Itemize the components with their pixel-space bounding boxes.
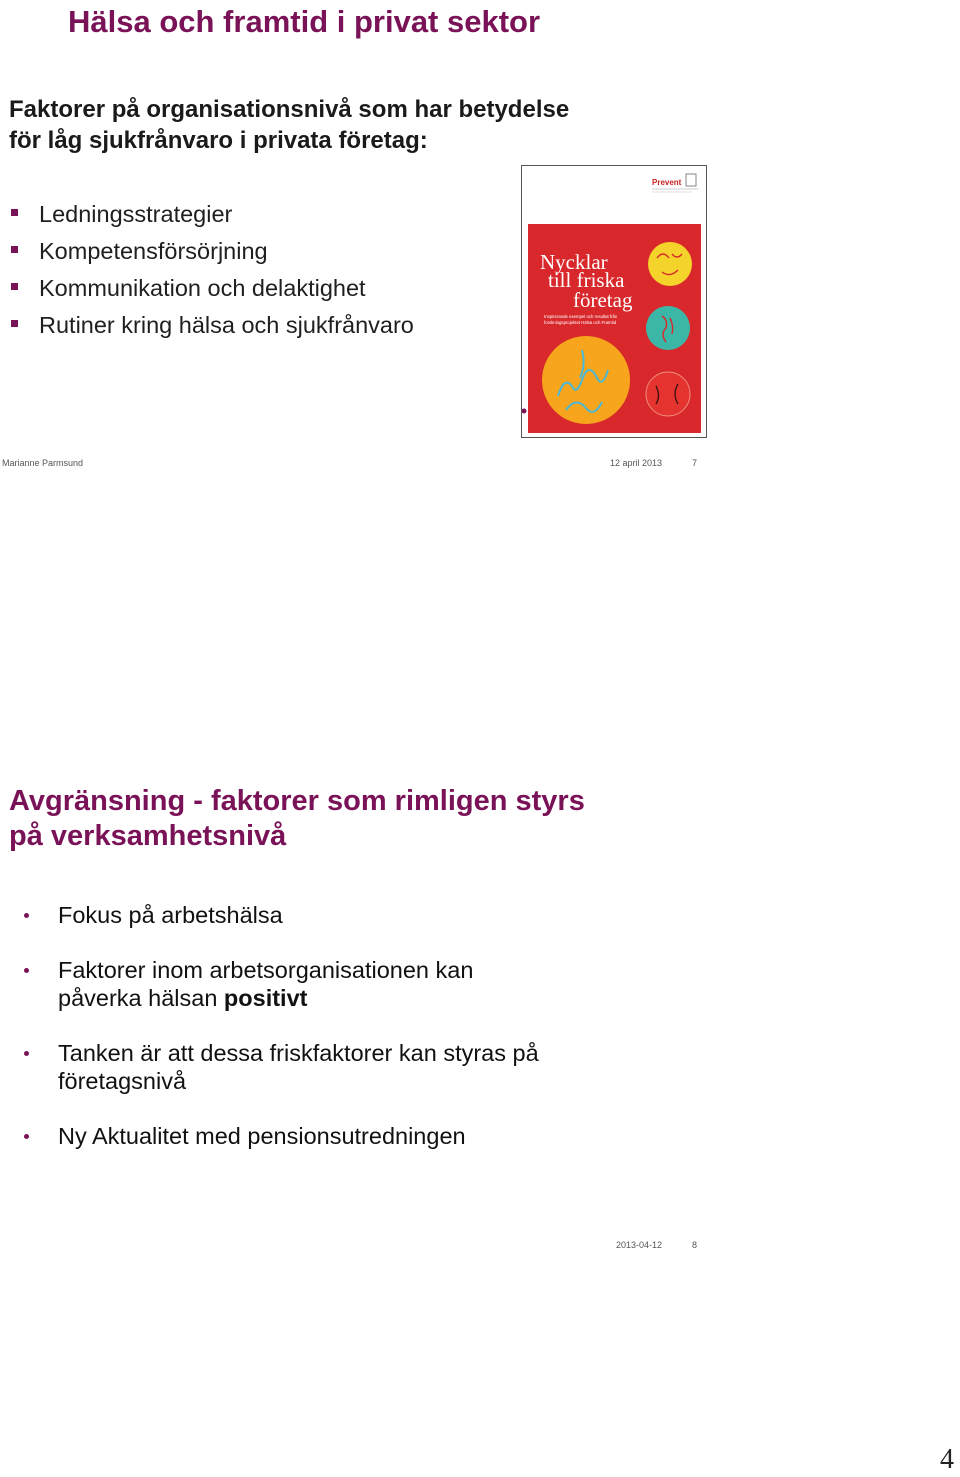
cover-title-line-2: till friska — [548, 268, 625, 292]
square-bullet-icon — [11, 320, 18, 327]
slide-title — [9, 784, 585, 854]
square-bullet-icon — [11, 283, 18, 290]
slide-title: Hälsa och framtid i privat sektor — [68, 4, 541, 39]
slide-footer-page-number: 8 — [692, 1240, 698, 1250]
subtitle-line-2: för låg sjukfrånvaro i privata företag: — [9, 127, 428, 154]
slide-title-line-2: på verksamhetsnivå — [9, 820, 287, 852]
brand-emblem-icon — [686, 174, 696, 186]
factor-list — [10, 196, 414, 344]
square-bullet-icon — [11, 246, 18, 253]
cover-title-line-3: företag — [573, 288, 633, 312]
list-item: Faktorer inom arbetsorganisationen kan påverka hälsan positivt — [0, 956, 720, 1012]
square-bullet-icon — [11, 209, 18, 216]
slide-footer-date: 2013-04-12 — [616, 1240, 663, 1250]
list-item: Tanken är att dessa friskfaktorer kan styras på företagsnivå — [0, 1039, 720, 1095]
list-item: Kommunikation och delaktighet — [10, 270, 414, 307]
slide-footer-date: 12 april 2013 — [610, 458, 663, 468]
slide-title-line-1: Avgränsning - faktorer som rimligen styrs — [9, 785, 585, 817]
cover-title-line-1: Nycklar — [540, 250, 608, 274]
cover-subtitle-line-1: Inspirerande exempel och resultat från — [544, 314, 618, 319]
subtitle-line-1: Faktorer på organisationsnivå som har betydelse — [9, 96, 570, 123]
red-face-circle — [646, 372, 690, 416]
slide-footer-author: Marianne Parmsund — [2, 458, 84, 468]
round-bullet-icon — [24, 1051, 29, 1056]
delimitation-list — [0, 901, 720, 1177]
list-item: Rutiner kring hälsa och sjukfrånvaro — [10, 307, 414, 344]
book-cover-illustration — [522, 166, 706, 437]
emphasis-positivt: positivt — [223, 985, 308, 1011]
list-item: Ledningsstrategier — [10, 196, 414, 233]
list-item: Fokus på arbetshälsa — [0, 901, 720, 929]
brand-logo: Prevent — [652, 178, 682, 187]
round-bullet-icon — [24, 968, 29, 973]
orange-people-circle — [542, 336, 630, 424]
yellow-face-circle — [648, 242, 692, 286]
cover-subtitle-line-2: forskningsprojektet Hälsa och Framtid — [544, 320, 617, 325]
round-bullet-icon — [24, 1134, 29, 1139]
teal-figure-circle — [646, 306, 690, 350]
slide-footer-page-number: 7 — [692, 458, 698, 468]
round-bullet-icon — [24, 913, 29, 918]
book-cover-image — [521, 165, 707, 438]
slide-subtitle — [9, 94, 569, 156]
list-item: Kompetensförsörjning — [10, 233, 414, 270]
list-item: Ny Aktualitet med pensionsutredningen — [0, 1122, 720, 1150]
document-page-number: 4 — [940, 1444, 954, 1475]
